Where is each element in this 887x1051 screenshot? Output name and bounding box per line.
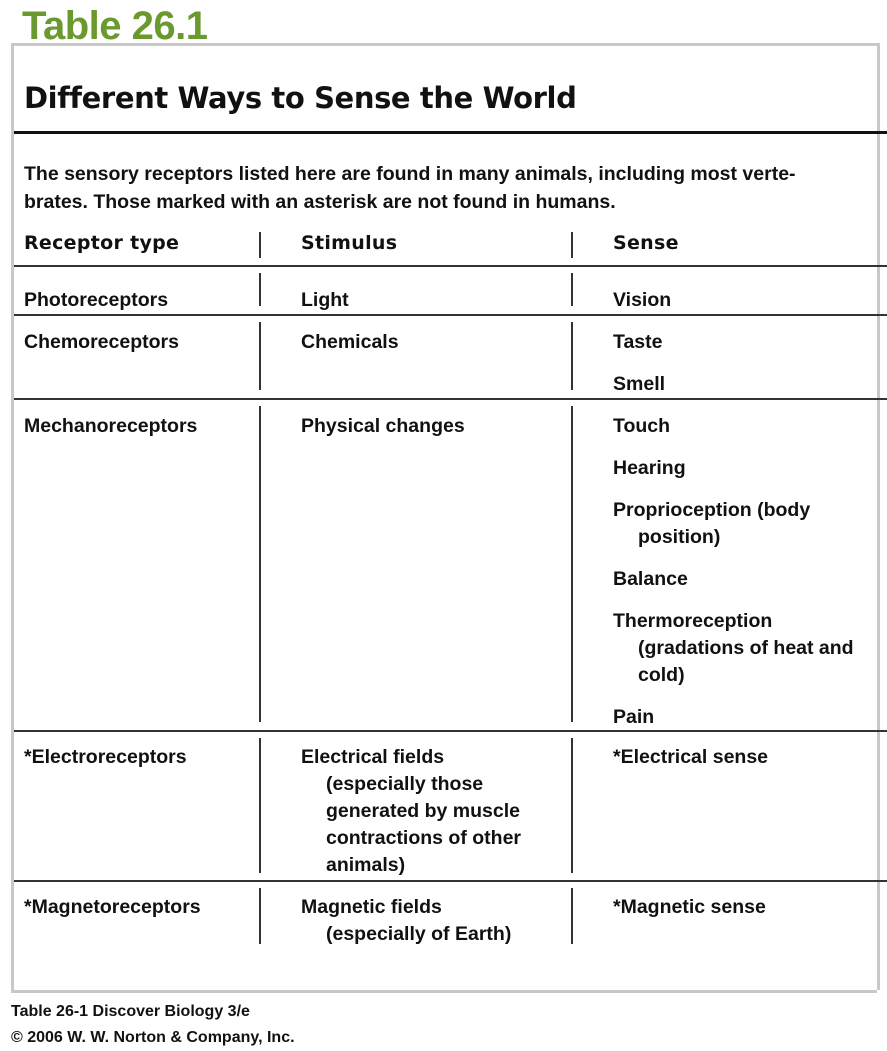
receptor-cell: Mechanoreceptors — [24, 415, 198, 437]
stimulus-line: Magnetic fields — [301, 896, 442, 918]
column-divider — [259, 322, 261, 390]
column-divider — [571, 406, 573, 722]
sense-item: Smell — [613, 373, 666, 395]
sense-item: Proprioception (body — [613, 499, 811, 521]
copyright-line: © 2006 W. W. Norton & Company, Inc. — [11, 1029, 295, 1046]
stimulus-cell — [301, 329, 399, 356]
row-divider — [14, 880, 887, 882]
stimulus-line-continuation: contractions of other — [326, 827, 522, 849]
sense-item: Hearing — [613, 457, 686, 479]
column-divider — [571, 322, 573, 390]
column-divider — [259, 738, 261, 873]
column-divider — [259, 232, 261, 258]
sense-item: *Electrical sense — [613, 746, 769, 768]
stimulus-line-continuation: (especially of Earth) — [326, 923, 512, 945]
stimulus-cell — [301, 744, 521, 879]
row-divider — [14, 398, 887, 400]
title-rule — [14, 131, 887, 134]
receptor-cell: *Electroreceptors — [24, 746, 187, 768]
row-divider — [14, 265, 887, 267]
sense-cell — [613, 744, 768, 771]
row-divider — [14, 730, 887, 732]
stimulus-line-continuation: (especially those — [326, 773, 484, 795]
sense-item: Thermoreception — [613, 610, 773, 632]
source-credit — [11, 999, 295, 1051]
row-divider — [14, 314, 887, 316]
sense-item-continuation: cold) — [638, 664, 685, 686]
sense-item-continuation: (gradations of heat and — [638, 637, 854, 659]
stimulus-line-continuation: generated by muscle — [326, 800, 520, 822]
column-divider — [259, 406, 261, 722]
sense-item: Taste — [613, 331, 663, 353]
sense-item: Vision — [613, 289, 672, 311]
sense-cell — [613, 329, 665, 398]
sense-item: Balance — [613, 568, 688, 590]
stimulus-cell — [301, 287, 349, 314]
sense-cell — [613, 413, 854, 731]
sense-item-continuation: position) — [638, 526, 721, 548]
stimulus-line: Electrical fields — [301, 746, 445, 768]
receptor-cell: Photoreceptors — [24, 289, 169, 311]
column-divider — [259, 273, 261, 306]
stimulus-cell — [301, 413, 465, 440]
column-divider — [571, 273, 573, 306]
stimulus-line: Physical changes — [301, 415, 465, 437]
header-stimulus: Stimulus — [301, 232, 398, 254]
intro-line: The sensory receptors listed here are found in many animals, including most verte- — [24, 163, 796, 185]
sense-item: Pain — [613, 706, 655, 728]
column-divider — [259, 888, 261, 944]
table-number-label: Table 26.1 — [22, 4, 208, 48]
table-title: Different Ways to Sense the World — [24, 81, 577, 115]
table-intro — [24, 160, 854, 216]
column-divider — [571, 738, 573, 873]
stimulus-line: Chemicals — [301, 331, 399, 353]
header-sense: Sense — [613, 232, 679, 254]
receptor-cell: *Magnetoreceptors — [24, 896, 201, 918]
stimulus-line: Light — [301, 289, 349, 311]
stimulus-line-continuation: animals) — [326, 854, 406, 876]
header-receptor-type: Receptor type — [24, 232, 180, 254]
stimulus-cell — [301, 894, 511, 948]
table-frame-right-edge — [877, 43, 880, 990]
source-line: Table 26-1 Discover Biology 3/e — [11, 1003, 250, 1020]
column-divider — [571, 888, 573, 944]
sense-item: *Magnetic sense — [613, 896, 766, 918]
sense-cell — [613, 287, 671, 314]
intro-line: brates. Those marked with an asterisk are not found in humans. — [24, 191, 616, 213]
sense-cell — [613, 894, 766, 921]
sense-item: Touch — [613, 415, 671, 437]
column-divider — [571, 232, 573, 258]
receptor-cell: Chemoreceptors — [24, 331, 179, 353]
